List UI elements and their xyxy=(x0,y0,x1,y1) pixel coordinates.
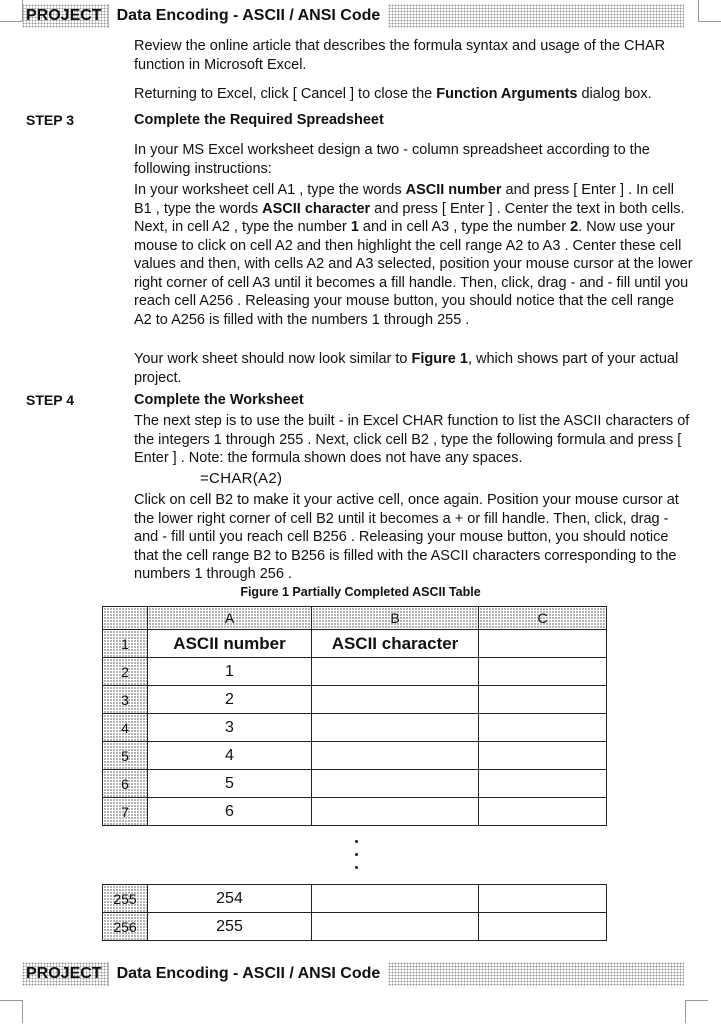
step4-title: Complete the Worksheet xyxy=(134,392,304,408)
step3-p2-a: In your worksheet cell A1 , type the words xyxy=(134,182,406,198)
row-header: 6 xyxy=(103,770,148,798)
column-header-a: A xyxy=(148,607,312,630)
cell-c xyxy=(479,885,607,913)
cell-a: 254 xyxy=(148,885,312,913)
header-project-label: PROJECT xyxy=(22,4,109,28)
table-row xyxy=(103,913,607,941)
step4-label: STEP 4 xyxy=(26,392,74,408)
row-header: 7 xyxy=(103,798,148,826)
footer-dot-fill xyxy=(388,962,684,986)
step3-paragraph-3 xyxy=(134,350,694,387)
cell-a1: ASCII number xyxy=(148,630,312,658)
table-row xyxy=(103,770,607,798)
corner-mark-bottom-right xyxy=(685,1000,708,1023)
step4-paragraph-2: Click on cell B2 to make it your active cell, once again. Position your mouse cursor at the lower right corner of cell B2 until it becomes a + or fill handle. Then, click, drag - and - fill until you reach cell B256 . Releasing your mouse button, you should notice that the cell range B2 to B256 is filled with the ASCII characters corresponding to the numbers 1 through 256 . xyxy=(134,492,679,582)
cell-a: 255 xyxy=(148,913,312,941)
step3-p2-g: and in cell A3 , type the number xyxy=(358,219,571,235)
row-header: 3 xyxy=(103,686,148,714)
corner-mark-top-left xyxy=(0,0,23,22)
page-header xyxy=(22,4,684,28)
cell-b xyxy=(312,742,479,770)
spreadsheet-top xyxy=(102,606,607,826)
row-header: 4 xyxy=(103,714,148,742)
cell-a: 1 xyxy=(148,658,312,686)
step3-p3-b: Figure 1 xyxy=(411,351,468,367)
cell-c xyxy=(479,798,607,826)
intro-paragraph-2 xyxy=(134,85,694,104)
step3-paragraph-1: In your MS Excel worksheet design a two - column spreadsheet according to the following instructions: xyxy=(134,142,650,177)
footer-title: Data Encoding - ASCII / ANSI Code xyxy=(116,965,381,982)
column-header-c: C xyxy=(479,607,607,630)
table-row xyxy=(103,658,607,686)
cell-a: 3 xyxy=(148,714,312,742)
intro-bold-term: Function Arguments xyxy=(436,86,578,102)
intro-paragraph-2-text: Returning to Excel, click [ Cancel ] to close the xyxy=(134,86,433,102)
header-dot-fill xyxy=(388,4,684,28)
intro-paragraph-1: Review the online article that describes the formula syntax and usage of the CHAR function in Microsoft Excel. xyxy=(134,38,666,73)
table-row xyxy=(103,630,607,658)
table-row xyxy=(103,798,607,826)
spreadsheet-bottom xyxy=(102,884,607,941)
cell-a: 5 xyxy=(148,770,312,798)
corner-mark-top-right xyxy=(698,0,721,22)
row-header: 5 xyxy=(103,742,148,770)
table-row xyxy=(103,742,607,770)
cell-c xyxy=(479,686,607,714)
cell-c xyxy=(479,714,607,742)
row-header: 1 xyxy=(103,630,148,658)
cell-c1 xyxy=(479,630,607,658)
step3-p2-h: 2 xyxy=(570,219,579,235)
figure-caption: Figure 1 Partially Completed ASCII Table xyxy=(240,585,481,599)
cell-b xyxy=(312,913,479,941)
cell-c xyxy=(479,770,607,798)
step3-paragraph-2 xyxy=(134,181,694,329)
step3-p2-i: . Now use your mouse to click on cell A2 and then highlight the cell range A2 to A3 . Center these cell values and then, with cells A2 and A3 selected, position your mouse cursor at the lower right corner of cell A3 until it becomes a fill handle. Then, click, drag - and - fill until you reach cell A256 . Releasing your mouse button, you should notice that the cell range A2 to A256 is filled with the numbers 1 through 255 . xyxy=(134,219,693,328)
corner-cell xyxy=(103,607,148,630)
step4-paragraph-1: The next step is to use the built - in Excel CHAR function to list the ASCII characters of the integers 1 through 255 . Next, click cell B2 , type the following formula and press [ Enter ] . Note: the formula shown does not have any spaces. xyxy=(134,413,690,466)
step3-title: Complete the Required Spreadsheet xyxy=(134,112,384,128)
step3-p2-c: and press [ Enter ] . In cell B1 , type the words xyxy=(134,182,674,217)
row-header: 255 xyxy=(103,885,148,913)
step3-label: STEP 3 xyxy=(26,112,74,128)
cell-b xyxy=(312,885,479,913)
cell-b xyxy=(312,770,479,798)
cell-a: 2 xyxy=(148,686,312,714)
table-row xyxy=(103,714,607,742)
cell-b xyxy=(312,798,479,826)
column-header-row xyxy=(103,607,607,630)
page-footer xyxy=(22,962,684,986)
cell-b1: ASCII character xyxy=(312,630,479,658)
step3-p2-f: 1 xyxy=(350,219,359,235)
cell-b xyxy=(312,686,479,714)
corner-mark-bottom-left xyxy=(0,1000,23,1023)
cell-a: 4 xyxy=(148,742,312,770)
step3-p3-a: Your work sheet should now look similar to xyxy=(134,351,412,367)
footer-project-label: PROJECT xyxy=(22,962,109,986)
cell-c xyxy=(479,742,607,770)
cell-c xyxy=(479,913,607,941)
table-row xyxy=(103,686,607,714)
cell-b xyxy=(312,658,479,686)
step3-p2-d: ASCII character xyxy=(262,200,371,217)
column-header-b: B xyxy=(312,607,479,630)
step3-p2-e: and press [ Enter ] . Center the text in both cells. Next, in cell A2 , type the number xyxy=(134,200,685,235)
cell-c xyxy=(479,658,607,686)
row-header: 256 xyxy=(103,913,148,941)
ellipsis-dots xyxy=(352,840,362,879)
cell-a: 6 xyxy=(148,798,312,826)
intro-paragraph-2-tail: dialog box. xyxy=(577,86,652,102)
table-row xyxy=(103,885,607,913)
cell-b xyxy=(312,714,479,742)
header-title: Data Encoding - ASCII / ANSI Code xyxy=(116,7,381,24)
step3-p3-c: , which shows part of your actual project. xyxy=(134,351,679,386)
row-header: 2 xyxy=(103,658,148,686)
step3-p2-b: ASCII number xyxy=(405,182,502,198)
step4-formula: =CHAR(A2) xyxy=(200,470,283,487)
